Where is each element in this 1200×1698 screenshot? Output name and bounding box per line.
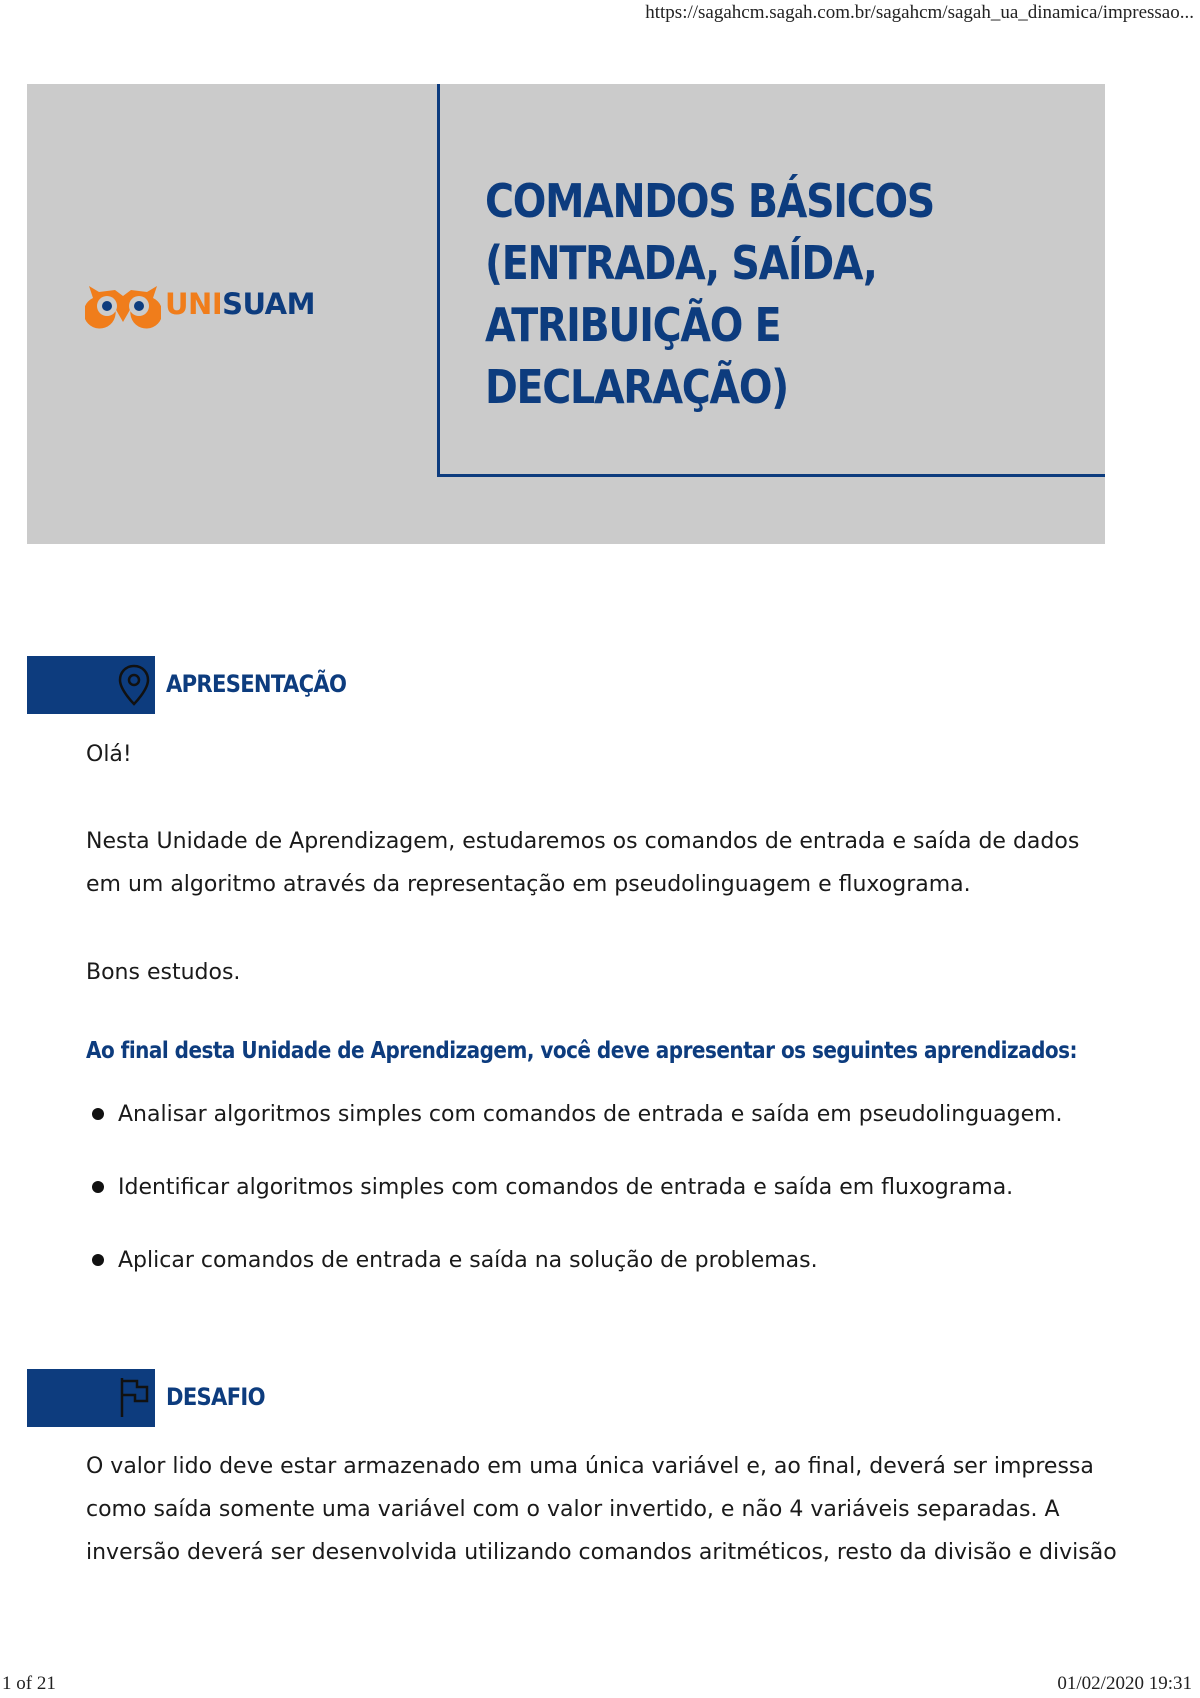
logo-suam: SUAM (222, 287, 315, 321)
bullet-icon (92, 1254, 104, 1266)
objective-text: Aplicar comandos de entrada e saída na solução de problemas. (118, 1247, 818, 1273)
print-datetime: 01/02/2020 19:31 (1057, 1673, 1192, 1694)
hero-banner (27, 84, 1105, 544)
closing-text: Bons estudos. (86, 960, 241, 985)
apresentacao-title: APRESENTAÇÃO (166, 670, 347, 698)
objective-text: Identificar algoritmos simples com comandos de entrada e saída em fluxograma. (118, 1174, 1014, 1200)
unit-title (485, 170, 984, 418)
intro-line: em um algoritmo através da representação em pseudolinguagem e fluxograma. (86, 872, 971, 897)
intro-paragraph (86, 820, 1146, 906)
unit-title-line: COMANDOS BÁSICOS (485, 174, 934, 228)
hero-divider-vertical (437, 84, 440, 477)
desafio-paragraph (86, 1445, 1146, 1574)
print-url: https://sagahcm.sagah.com.br/sagahcm/sagah_ua_dinamica/impressao... (645, 2, 1194, 23)
unisuam-logo (85, 278, 315, 330)
desafio-title: DESAFIO (166, 1383, 265, 1411)
logo-uni: UNI (165, 287, 223, 321)
page-number: 1 of 21 (2, 1673, 56, 1694)
bullet-icon (92, 1108, 104, 1120)
greeting: Olá! (86, 742, 132, 767)
unit-title-line: (ENTRADA, SAÍDA, (485, 236, 877, 290)
unit-title-line: DECLARAÇÃO) (485, 360, 788, 414)
objective-text: Analisar algoritmos simples com comandos de entrada e saída em pseudolinguagem. (118, 1101, 1063, 1127)
hero-divider-horizontal (437, 474, 1105, 477)
objectives-list (92, 1092, 1063, 1311)
desafio-line: O valor lido deve estar armazenado em uma única variável e, ao final, deverá ser impressa (86, 1454, 1094, 1479)
objectives-heading: Ao final desta Unidade de Aprendizagem, você deve apresentar os seguintes aprendizados: (86, 1038, 1077, 1064)
list-item (92, 1165, 1063, 1209)
flag-icon (115, 1375, 153, 1419)
unit-title-line: ATRIBUIÇÃO E (485, 298, 781, 352)
bullet-icon (92, 1181, 104, 1193)
list-item (92, 1238, 1063, 1282)
list-item (92, 1092, 1063, 1136)
location-pin-icon (115, 663, 153, 707)
intro-line: Nesta Unidade de Aprendizagem, estudaremos os comandos de entrada e saída de dados (86, 829, 1080, 854)
logo-wordmark (165, 287, 315, 321)
desafio-line: como saída somente uma variável com o valor invertido, e não 4 variáveis separadas. A (86, 1497, 1060, 1522)
owl-logo-icon (85, 278, 161, 330)
desafio-line: inversão deverá ser desenvolvida utilizando comandos aritméticos, resto da divisão e divisão (86, 1540, 1117, 1565)
